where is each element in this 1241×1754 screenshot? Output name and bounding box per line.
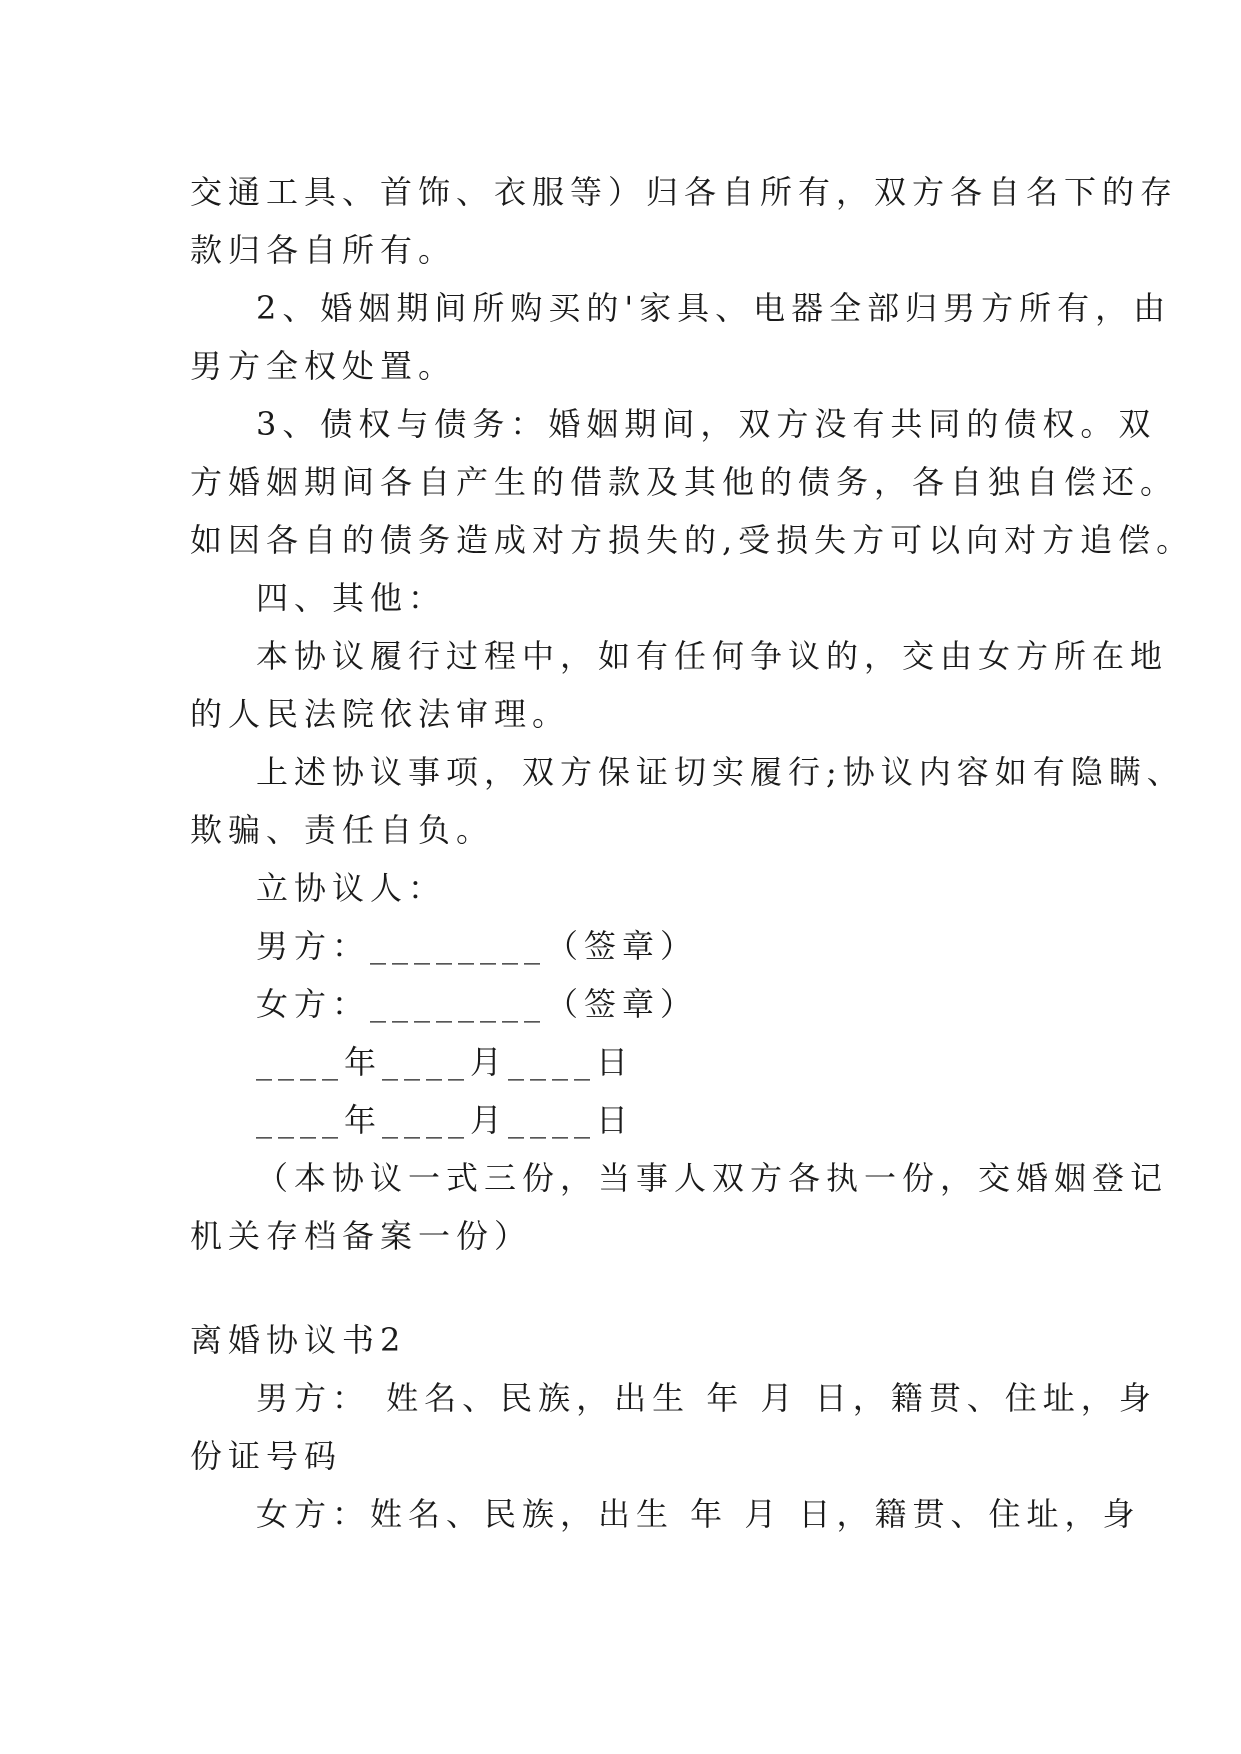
date-line: ____年____月____日 xyxy=(256,1043,635,1081)
text-line: 如因各自的债务造成对方损失的,受损失方可以向对方追偿。 xyxy=(190,521,1195,559)
date-line: ____年____月____日 xyxy=(256,1101,635,1139)
text-line: 欺骗、责任自负。 xyxy=(190,811,495,849)
female-party-info: 女方：姓名、民族，出生 年 月 日，籍贯、住址，身 xyxy=(256,1495,1141,1533)
document-body xyxy=(190,163,1195,1543)
text-line: 方婚姻期间各自产生的借款及其他的债务，各自独自偿还。 xyxy=(190,463,1179,501)
copies-note: （本协议一式三份，当事人双方各执一份，交婚姻登记 xyxy=(256,1159,1169,1197)
text-line: 本协议履行过程中，如有任何争议的，交由女方所在地 xyxy=(256,637,1169,675)
text-line: 交通工具、首饰、衣服等）归各自所有，双方各自名下的存 xyxy=(190,173,1179,211)
signatories-label: 立协议人： xyxy=(256,869,447,907)
section-heading-other: 四、其他： xyxy=(256,579,447,617)
section-title: 离婚协议书2 xyxy=(190,1321,407,1359)
text-line: 款归各自所有。 xyxy=(190,231,457,269)
male-signature-line: 男方：________（签章） xyxy=(256,927,699,965)
clause-2: 2、婚姻期间所购买的'家具、电器全部归男方所有，由 xyxy=(256,289,1172,327)
clause-3: 3、债权与债务：婚姻期间，双方没有共同的债权。双 xyxy=(256,405,1157,443)
text-line: 上述协议事项，双方保证切实履行;协议内容如有隐瞒、 xyxy=(256,753,1185,791)
text-line: 的人民法院依法审理。 xyxy=(190,695,571,733)
section-gap xyxy=(190,1265,1060,1311)
text-line: 机关存档备案一份） xyxy=(190,1217,533,1255)
text-line: 男方全权处置。 xyxy=(190,347,457,385)
male-party-info: 男方： 姓名、民族，出生 年 月 日，籍贯、住址，身 xyxy=(256,1379,1157,1417)
female-signature-line: 女方：________（签章） xyxy=(256,985,699,1023)
text-line: 份证号码 xyxy=(190,1437,343,1475)
